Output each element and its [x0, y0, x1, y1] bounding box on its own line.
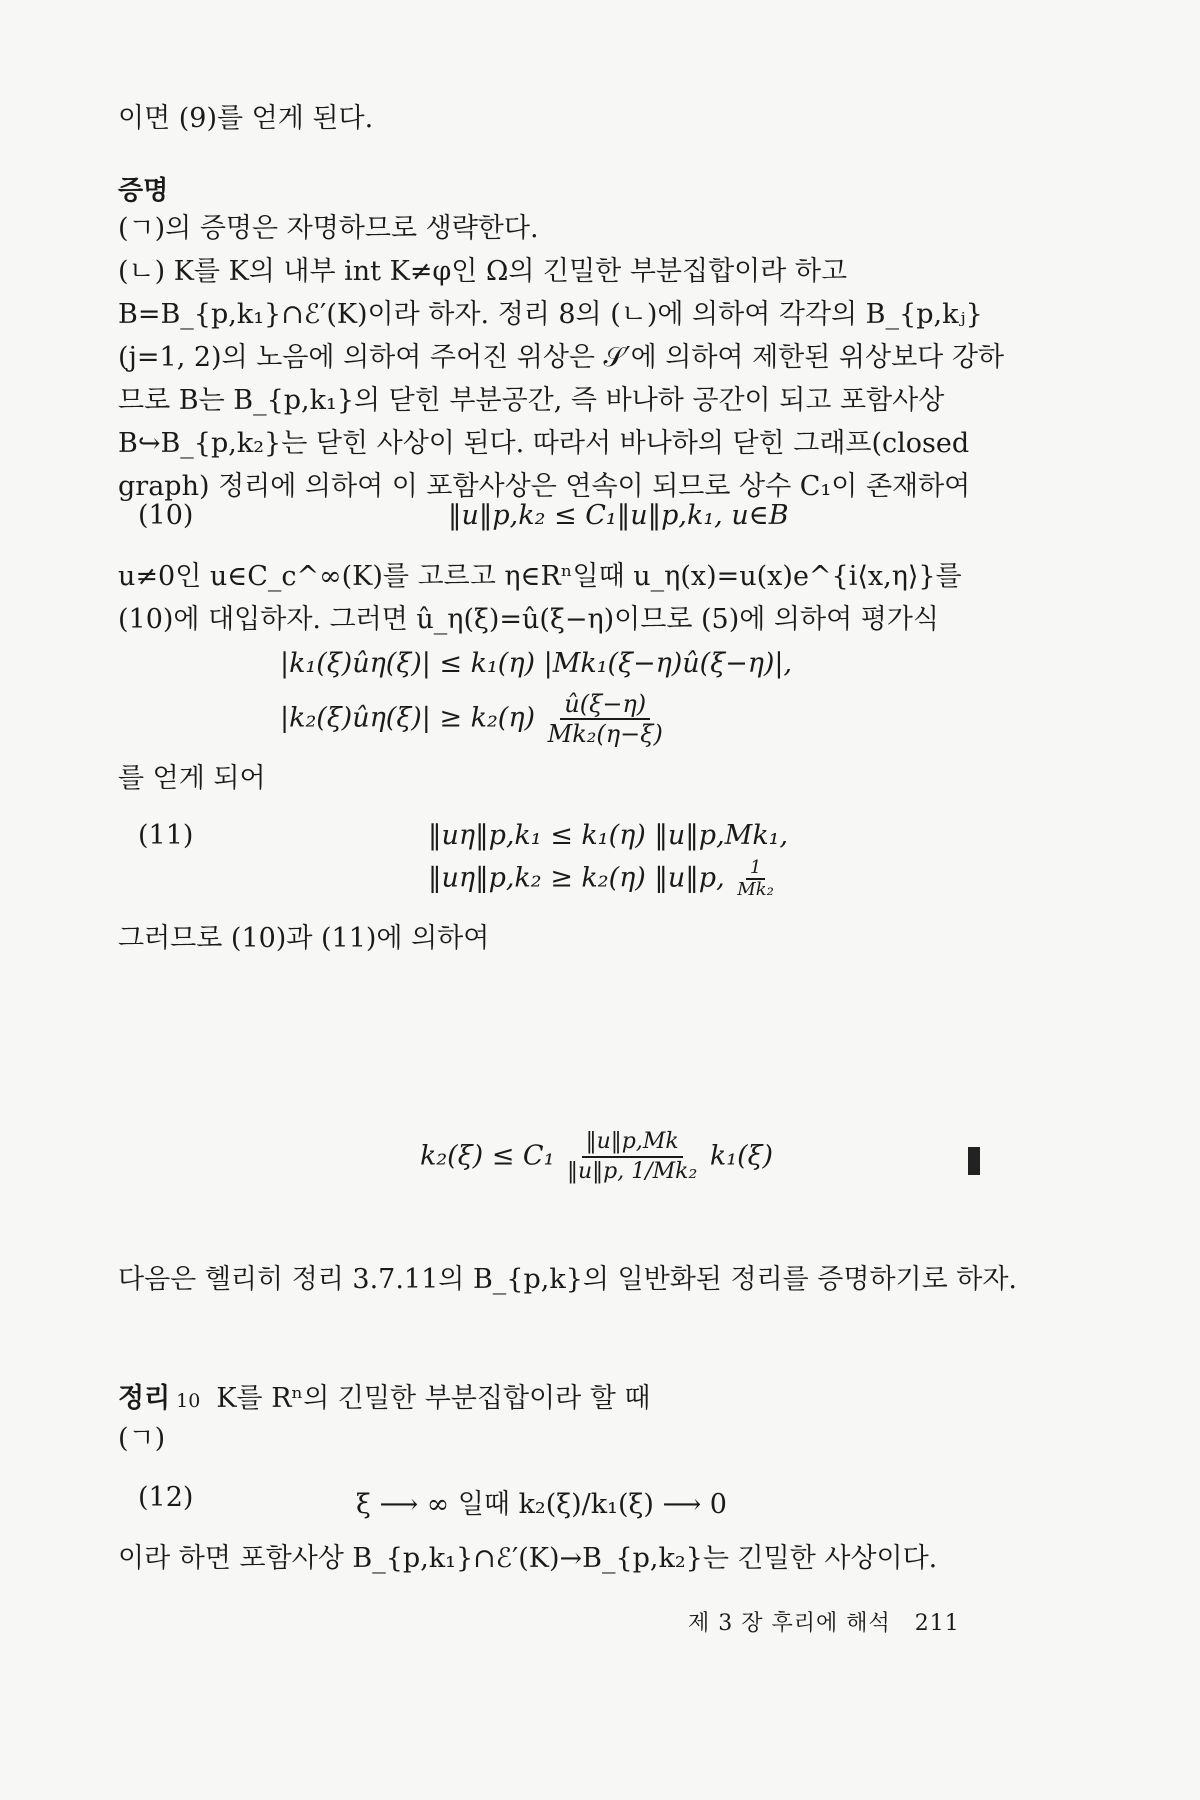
proof-paragraph-5: 그러므로 (10)과 (11)에 의하여 [118, 923, 490, 954]
page-number: 211 [914, 1611, 960, 1636]
final-rhs: k₁(ξ) [709, 1140, 774, 1172]
theorem-part-label: (ㄱ) [118, 1423, 166, 1454]
equation-number-12: (12) [138, 1482, 194, 1513]
equation-11a: ‖uη‖p,k₁ ≤ k₁(η) ‖u‖p,Mk₁, [428, 820, 789, 851]
paragraph-6: 다음은 헬리히 정리 3.7.11의 B_{p,k}의 일반화된 정리를 증명하기로 하자. [118, 1264, 1018, 1295]
paragraph-7: 이라 하면 포함사상 B_{p,k₁}∩ℰ′(K)→B_{p,k₂}는 긴밀한 사상이다. [118, 1543, 938, 1574]
text-line-top: 이면 (9)를 얻게 된다. [118, 103, 374, 134]
proof-paragraph-2: (ㄴ) K를 K의 내부 int K≠φ인 Ω의 긴밀한 부분집합이라 하고 B=B_{p,k₁}∩ℰ′(K)이라 하자. 정리 8의 (ㄴ)에 의하여 각각의 B_{p,kⱼ}(j=1, 2)의 노음에 의하여 주어진 위상은 𝒮′에 의하여 제한된 위상보다 강하므로 B는 B_{p,k₁}의 닫힌 부분공간, 즉 바나하 공간이 되고 포함사상 B↪B_{p,k₂}는 닫힌 사상이 된다. 따라서 바나하의 닫힌 그래프(closed graph) 정리에 의하여 이 포함사상은 연속이 되므로 상수 C₁이 존재하여 [118, 256, 1004, 502]
equation-12: ξ ⟶ ∞ 일때 k₂(ξ)/k₁(ξ) ⟶ 0 [356, 1489, 727, 1520]
proof-paragraph-4: 를 얻게 되어 [118, 763, 266, 794]
theorem-text: K를 Rⁿ의 긴밀한 부분집합이라 할 때 [216, 1383, 651, 1414]
estimate-inequality-1: |k₁(ξ)ûη(ξ)| ≤ k₁(η) |Mk₁(ξ−η)û(ξ−η)|, [280, 648, 793, 679]
final-lhs: k₂(ξ) ≤ C₁ [420, 1140, 555, 1172]
final-fraction [563, 1128, 701, 1186]
eq11b-denominator: Mk₂ [737, 879, 774, 900]
page-footer [688, 1606, 960, 1637]
theorem-10-statement [118, 1380, 1018, 1420]
qed-mark [968, 1147, 980, 1175]
equation-11b [428, 858, 778, 900]
estimate-inequality-2 [280, 690, 667, 748]
eq11b-lhs: ‖uη‖p,k₂ ≥ k₂(η) ‖u‖p, [428, 862, 725, 894]
ineq2-fraction [544, 690, 667, 748]
equation-number-10: (10) [138, 500, 194, 531]
ineq2-denominator: Mk₂(η−ξ) [547, 720, 663, 748]
equation-10: ‖u‖p,k₂ ≤ C₁‖u‖p,k₁, u∈B [448, 500, 789, 531]
footer-chapter: 제 3 장 후리에 해석 [688, 1611, 891, 1636]
ineq2-lhs: |k₂(ξ)ûη(ξ)| ≥ k₂(η) [280, 702, 536, 734]
final-inequality [420, 1128, 773, 1186]
proof-paragraph-1: (ㄱ)의 증명은 자명하므로 생략한다. [118, 213, 539, 244]
final-denominator: ‖u‖p, 1/Mk₂ [567, 1159, 698, 1184]
final-numerator: ‖u‖p,Mk [582, 1128, 683, 1158]
eq11b-numerator: 1 [746, 858, 765, 880]
equation-number-11: (11) [138, 820, 194, 851]
proof-paragraph-3: u≠0인 u∈C_c^∞(K)를 고르고 η∈Rⁿ일때 u_η(x)=u(x)e^{i⟨x,η⟩}를 (10)에 대입하자. 그러면 û_η(ξ)=û(ξ−η)이므로 (5)에 의하여 평가식 [118, 561, 962, 635]
theorem-label: 정리 [118, 1383, 171, 1414]
ineq2-numerator: û(ξ−η) [560, 690, 650, 720]
theorem-number: 10 [176, 1390, 201, 1412]
proof-heading: 증명 [118, 176, 169, 206]
eq11b-fraction [733, 858, 778, 900]
